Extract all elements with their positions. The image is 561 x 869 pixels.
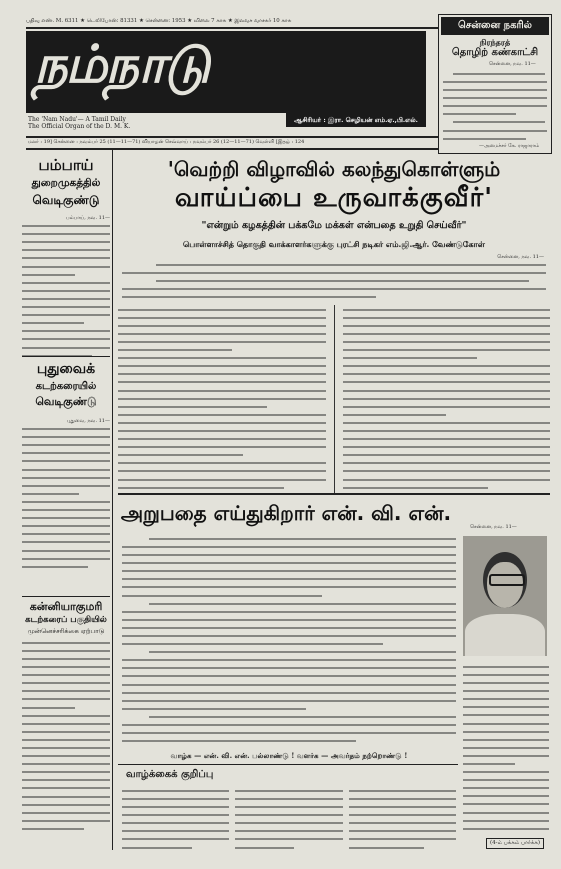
second-quote: வாழ்க — என். வி. என். பல்லாண்டு ! வளர்க — அவர்தம் நற்றொண்டு ! (170, 751, 408, 760)
story-kanyakumari (22, 600, 110, 834)
top-strip: பதிவு எண். M. 6311 ★ டெலிபோன்: 81331 ★ சென்னை: 1953 ★ விலை 7 காசு ★ இலவச வாசகர் 10 காசு (26, 18, 292, 24)
story-bombay-body (22, 223, 110, 359)
photo-glasses (489, 574, 525, 586)
portrait-photo (463, 536, 547, 656)
lead-kicker: பொள்ளாச்சித் தொகுதி வாக்காளர்களுக்கு புரட்சி நடிகர் எம்.ஜி.ஆர். வேண்டுகோள் (183, 239, 485, 249)
lead-intro (118, 262, 550, 300)
life-note-body (122, 786, 456, 853)
story-bombay-head3: வெடிகுண்டு (32, 193, 100, 207)
continued-note: (4-ம் பக்கம் பார்க்க) (486, 838, 544, 849)
story-pondicherry-head3: வெடிகுண்டு (35, 395, 97, 408)
right-box-dateline: சென்னை, நவ. 11— (489, 61, 536, 67)
lead-headline-2: வாய்ப்பை உருவாக்குவீர்' (174, 183, 494, 213)
story-bombay (22, 156, 110, 361)
right-box-text (443, 69, 547, 144)
editor-label: ஆசிரியர் : இரா. செழியன் எம்.ஏ.,பி.எல். (286, 113, 426, 127)
lead-dateline: சென்னை, நவ. 11— (497, 254, 544, 260)
story-pondicherry-head1: புதுவைக் (36, 361, 96, 377)
lead-column-left (118, 305, 326, 493)
lead-subhead: "என்றும் கழகத்தின் பக்கமே மக்கள் என்பதை உறுதி செய்வீர்" (201, 220, 467, 231)
story-pondicherry-body (22, 426, 110, 570)
story-bombay-head1: பம்பாய் (38, 156, 94, 174)
story-kanyakumari-head3: முன்னெச்சரிக்கை ஏற்பாடு (27, 627, 105, 635)
right-box-signoff: —அமைச்சர் கே. ராஜாராம் (479, 143, 540, 149)
second-headline: அறுபதை எய்துகிறார் என். வி. என். (120, 501, 452, 525)
lead-headline-1: 'வெற்றி விழாவில் கலந்துகொள்ளும் (167, 157, 501, 181)
right-box-sub1: நிரந்தரத் (479, 37, 511, 47)
tagline-en: The 'Nam Nadu'— A Tamil Daily (28, 116, 126, 123)
masthead-english (28, 116, 178, 131)
lead-column-right (343, 305, 551, 493)
story-bombay-head2: துறைமுகத்தில் (31, 177, 101, 189)
story-pondicherry-head2: கடற்கரையில் (35, 381, 97, 392)
lead-column-rule (334, 305, 335, 493)
lead-columns (118, 305, 550, 493)
photo-shirt (465, 614, 545, 656)
second-body-right (463, 662, 549, 834)
second-dateline: சென்னை, நவ. 11— (470, 524, 517, 530)
story-kanyakumari-head2: கடற்கரைப் பகுதியில் (25, 615, 107, 625)
story-bombay-dateline: பம்பாய், நவ. 11— (65, 215, 110, 221)
story-kanyakumari-head1: கன்னியாகுமரி (29, 600, 103, 613)
story-pondicherry-dateline: புதுவை, நவ. 11— (66, 418, 110, 424)
paper-title: நம்நாடு (34, 35, 209, 95)
second-body (122, 534, 456, 747)
dateline-strip: மலர் : 19] சென்னை : நவம்பர் 25 (11—11—71) வியாழன் செவ்வாய் : நவம்பர் 26 (12—11—71) வெள்ளி [இதழ் : 124 (28, 139, 305, 145)
right-box-headline: சென்னை நகரில் (441, 17, 549, 35)
right-box-sub2: தொழிற் கண்காட்சி (451, 47, 539, 58)
story-pondicherry (22, 360, 110, 572)
life-note-head: வாழ்க்கைக் குறிப்பு (126, 769, 214, 780)
right-box (438, 14, 552, 154)
lead-story (118, 156, 550, 493)
second-story (118, 500, 454, 526)
story-kanyakumari-body (22, 640, 110, 832)
masthead-block (26, 31, 426, 113)
organ-en: The Official Organ of the D. M. K. (28, 123, 131, 131)
